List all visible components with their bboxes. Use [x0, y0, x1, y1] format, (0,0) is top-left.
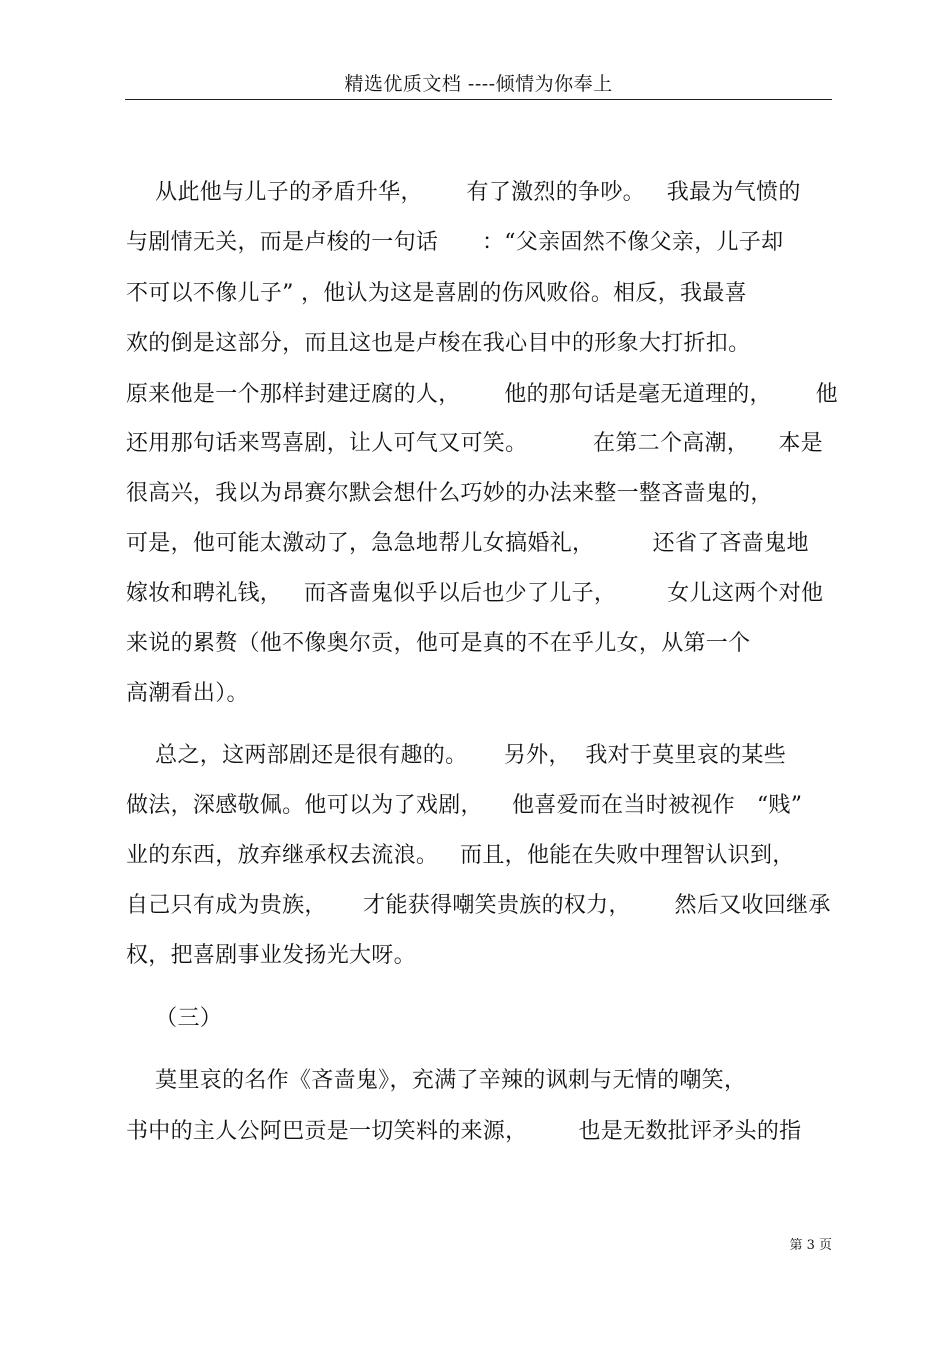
body-line: 与剧情无关，而是卢梭的一句话 ：“父亲固然不像父亲，儿子却 — [126, 230, 784, 255]
body-line: 高潮看出）。 — [126, 681, 249, 706]
body-line: 做法，深感敬佩。他可以为了戏剧， 他喜爱而在当时被视作 “贱” — [126, 793, 803, 818]
body-line: 总之，这两部剧还是很有趣的。 另外， 我对于莫里哀的某些 — [126, 743, 787, 768]
body-line: 不可以不像儿子” ，他认为这是喜剧的伤风败俗。相反，我最喜 — [126, 281, 747, 306]
body-line: 嫁妆和聘礼钱， 而吝啬鬼似乎以后也少了儿子， 女儿这两个对他 — [126, 581, 824, 606]
body-line: 可是，他可能太激动了，急急地帮儿女搞婚礼， 还省了吝啬鬼地 — [126, 531, 809, 556]
body-line: 来说的累赘（他不像奥尔贡，他可是真的不在乎儿女，从第一个 — [126, 631, 751, 656]
body-line: 从此他与儿子的矛盾升华， 有了激烈的争吵。 我最为气愤的 — [126, 180, 801, 205]
page-number: 第 3 页 — [789, 1238, 832, 1253]
body-line: 业的东西，放弃继承权去流浪。 而且，他能在失败中理智认识到， — [126, 843, 795, 868]
body-line: 原来他是一个那样封建迂腐的人， 他的那句话是毫无道理的， 他 — [126, 382, 838, 407]
body-line: 还用那句话来骂喜剧，让人可气又可笑。 在第二个高潮， 本是 — [126, 431, 823, 456]
body-line: 很高兴，我以为昂赛尔默会想什么巧妙的办法来整一整吝啬鬼的， — [126, 481, 773, 506]
body-line: 书中的主人公阿巴贡是一切笑料的来源， 也是无数批评矛头的指 — [126, 1119, 802, 1144]
body-line: 自己只有成为贵族， 才能获得嘲笑贵族的权力， 然后又收回继承 — [126, 893, 831, 918]
body-line: 权，把喜剧事业发扬光大呀。 — [126, 943, 416, 968]
header-divider — [125, 99, 832, 100]
page-header-title: 精选优质文档 ----倾情为你奉上 — [344, 73, 613, 95]
body-line: 欢的倒是这部分，而且这也是卢梭在我心目中的形象大打折扣。 — [126, 331, 751, 356]
body-line: 莫里哀的名作《吝啬鬼》，充满了辛辣的讽刺与无情的嘲笑， — [126, 1068, 747, 1093]
section-heading: （三） — [126, 1006, 223, 1031]
